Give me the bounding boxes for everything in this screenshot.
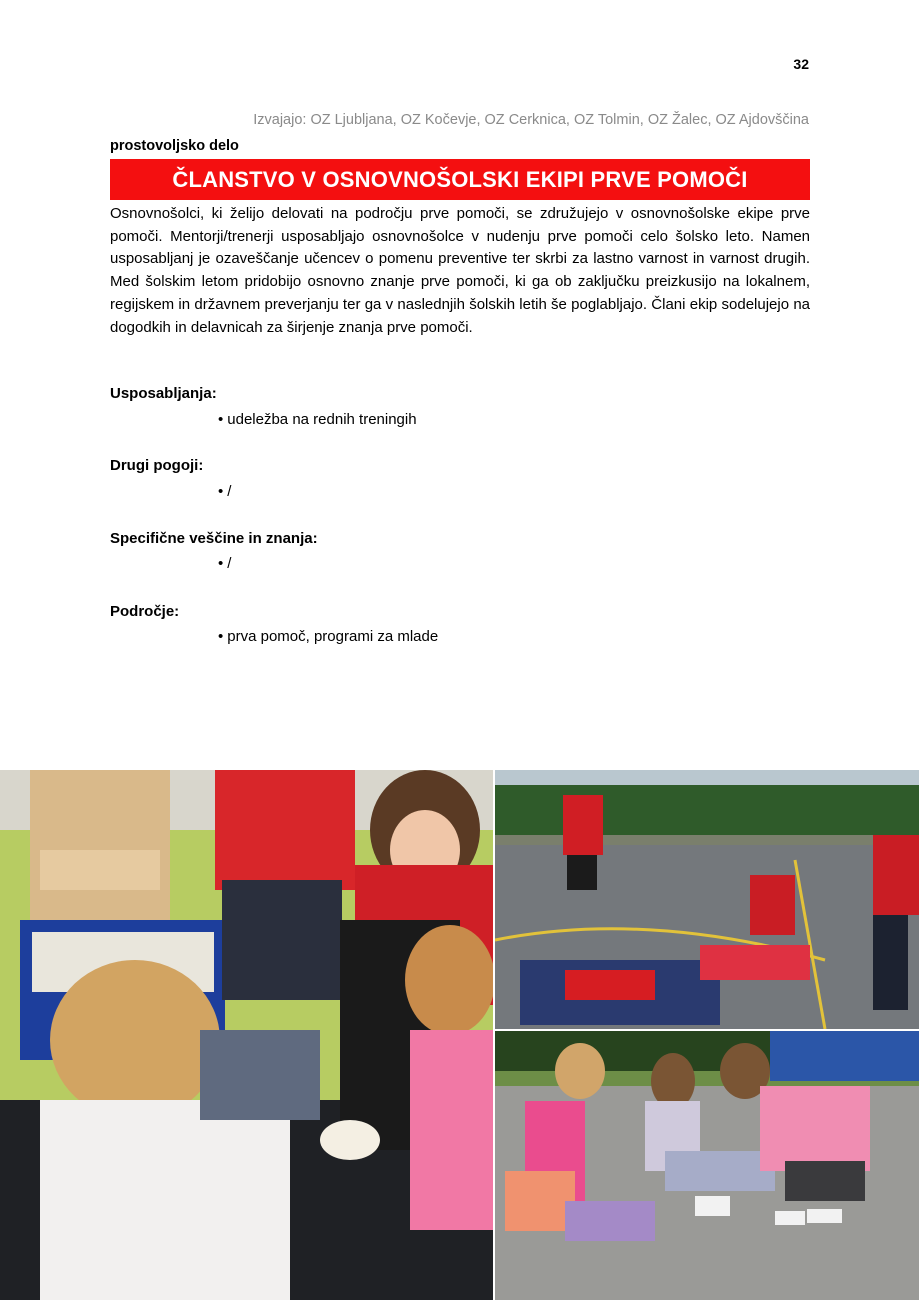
photo-outdoor-cpr: [495, 770, 919, 1029]
title-bar: [110, 159, 810, 200]
page-title: ČLANSTVO V OSNOVNOŠOLSKI EKIPI PRVE POMOČI: [172, 166, 748, 192]
skills-heading: Specifične veščine in znanja:: [110, 530, 318, 547]
other-conditions-heading: Drugi pogoji:: [110, 457, 204, 474]
skills-bullet: • /: [218, 555, 231, 572]
organizers-line: Izvajajo: OZ Ljubljana, OZ Kočevje, OZ Cerknica, OZ Tolmin, OZ Žalec, OZ Ajdovščina: [253, 112, 809, 128]
description-paragraph: Osnovnošolci, ki želijo delovati na področju prve pomoči, se združujejo v osnovnošolske ekipe prve pomoči. Mentorji/trenerji usposabljajo osnovnošolce v nudenju prve pomoči celo šolsko leto. Namen usposabljanj je ozaveščanje učencev o pomenu preventive ter skrbi za lastno varnost in varnost drugih. Med šolskim letom pridobijo osnovno znanje prve pomoči, ki ga ob zaključku preizkusijo na lokalnem, regijskem in državnem preverjanju ter ga v naslednjih šolskih letih še poglabljajo. Člani ekip sodelujejo na dogodkih in delavnicah za širjenje znanja prve pomoči.: [110, 205, 810, 336]
field-heading: Področje:: [110, 603, 180, 620]
photo-children-bandaging: [495, 1031, 919, 1300]
other-conditions-bullet: • /: [218, 483, 231, 500]
training-bullet: • udeležba na rednih treningih: [218, 411, 417, 428]
category-label: prostovoljsko delo: [110, 138, 239, 154]
photo-indoor-bandaging: [0, 770, 493, 1300]
field-bullet: • prva pomoč, programi za mlade: [218, 628, 438, 645]
page-number: 32: [793, 56, 809, 72]
training-heading: Usposabljanja:: [110, 385, 217, 402]
